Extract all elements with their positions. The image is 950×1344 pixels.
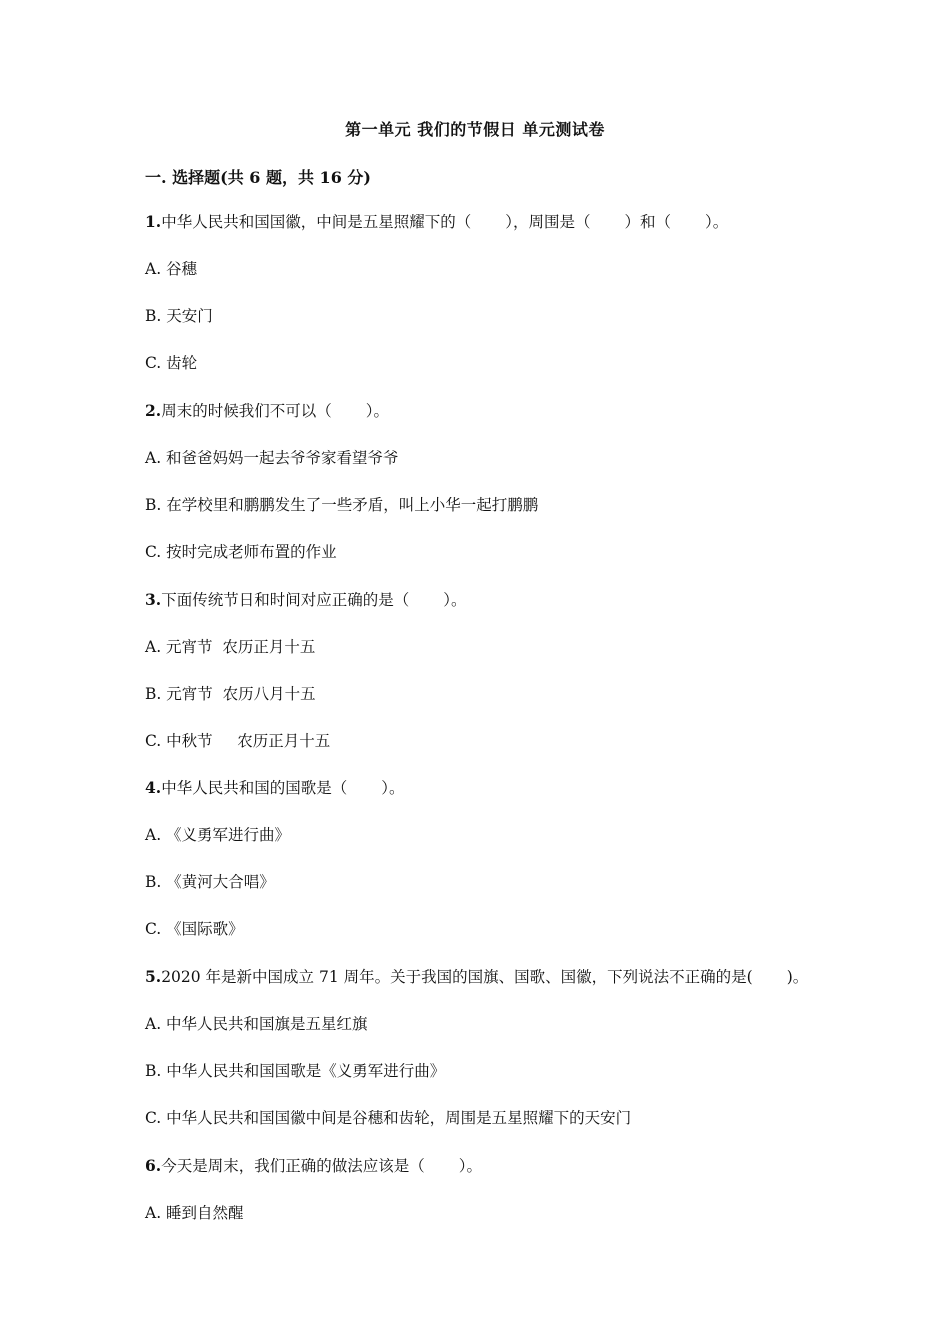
question-5-option-c: C. 中华人民共和国国徽中间是谷穗和齿轮，周围是五星照耀下的天安门 bbox=[145, 1109, 632, 1127]
stem-text: 2020 年是新中国成立 71 周年。关于我国的国旗、国歌、国徽，下列说法不正确的是( bbox=[161, 968, 753, 986]
stem-text: )。 bbox=[786, 968, 809, 986]
stem-text: ）。 bbox=[381, 779, 405, 797]
section-heading: 一. 选择题(共 6 题，共 16 分) bbox=[145, 168, 371, 187]
question-4-option-a: A. 《义勇军进行曲》 bbox=[145, 826, 291, 844]
question-number: 5. bbox=[145, 967, 162, 986]
question-5-option-a: A. 中华人民共和国旗是五星红旗 bbox=[145, 1015, 368, 1033]
question-4-stem bbox=[145, 778, 404, 798]
stem-text: ），周围是（ bbox=[505, 213, 591, 231]
question-4-option-c: C. 《国际歌》 bbox=[145, 920, 244, 938]
question-3-option-b: B. 元宵节 农历八月十五 bbox=[145, 685, 316, 703]
question-6-stem bbox=[145, 1156, 482, 1176]
question-1-option-b: B. 天安门 bbox=[145, 307, 213, 325]
stem-text: 中华人民共和国国徽，中间是五星照耀下的（ bbox=[161, 213, 472, 231]
question-1-option-c: C. 齿轮 bbox=[145, 354, 198, 372]
stem-text: 下面传统节日和时间对应正确的是（ bbox=[161, 591, 410, 609]
question-number: 6. bbox=[145, 1156, 162, 1175]
question-number: 4. bbox=[145, 778, 162, 797]
stem-text: 中华人民共和国的国歌是（ bbox=[161, 779, 348, 797]
stem-text: ）。 bbox=[365, 402, 389, 420]
question-1-stem bbox=[145, 212, 728, 232]
stem-text: ）和（ bbox=[624, 213, 671, 231]
question-6-option-a: A. 睡到自然醒 bbox=[145, 1204, 244, 1222]
question-number: 3. bbox=[145, 590, 162, 609]
stem-text: 今天是周末，我们正确的做法应该是（ bbox=[161, 1157, 425, 1175]
question-3-option-c: C. 中秋节 农历正月十五 bbox=[145, 732, 331, 750]
stem-text: ）。 bbox=[704, 213, 729, 231]
question-2-option-a: A. 和爸爸妈妈一起去爷爷家看望爷爷 bbox=[145, 449, 399, 467]
question-2-stem bbox=[145, 401, 389, 421]
question-3-option-a: A. 元宵节 农历正月十五 bbox=[145, 638, 316, 656]
stem-text: ）。 bbox=[443, 591, 467, 609]
question-number: 2. bbox=[145, 401, 162, 420]
question-2-option-b: B. 在学校里和鹏鹏发生了一些矛盾，叫上小华一起打鹏鹏 bbox=[145, 496, 539, 514]
stem-text: 周末的时候我们不可以（ bbox=[161, 402, 332, 420]
question-3-stem bbox=[145, 590, 466, 610]
question-5-option-b: B. 中华人民共和国国歌是《义勇军进行曲》 bbox=[145, 1062, 446, 1080]
question-5-stem bbox=[145, 967, 808, 987]
page-title: 第一单元 我们的节假日 单元测试卷 bbox=[345, 120, 605, 139]
stem-text: ）。 bbox=[458, 1157, 482, 1175]
question-number: 1. bbox=[145, 212, 162, 231]
question-1-option-a: A. 谷穗 bbox=[145, 260, 198, 278]
question-4-option-b: B. 《黄河大合唱》 bbox=[145, 873, 275, 891]
question-2-option-c: C. 按时完成老师布置的作业 bbox=[145, 543, 337, 561]
